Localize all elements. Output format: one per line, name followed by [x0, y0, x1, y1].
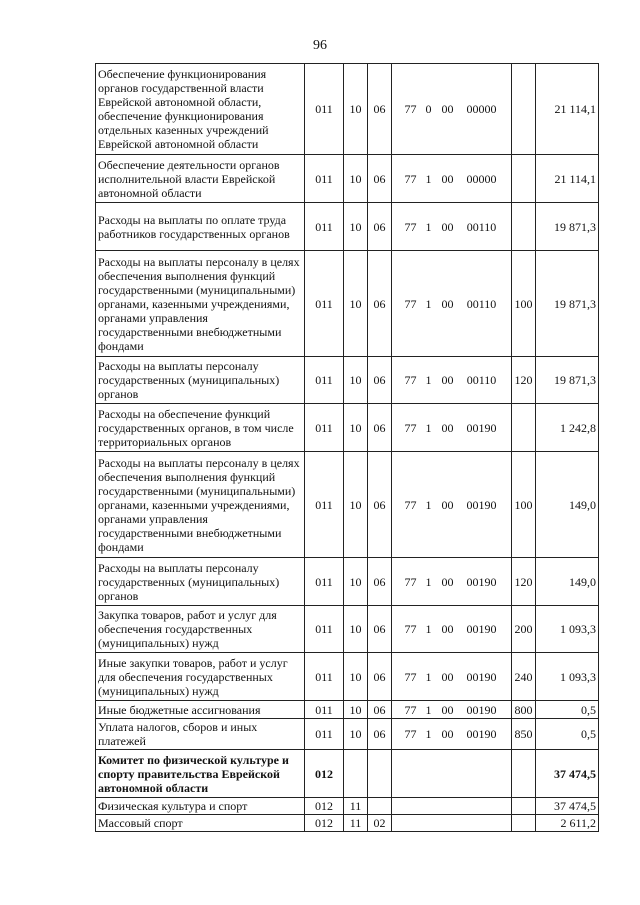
expense-type-code [512, 404, 536, 452]
table-row [96, 357, 599, 404]
expense-type-code: 240 [512, 653, 536, 701]
section-code: 10 [344, 203, 368, 251]
subsection-code: 06 [368, 155, 392, 203]
program-code [392, 155, 512, 203]
expense-type-code: 800 [512, 701, 536, 719]
table-row [96, 155, 599, 203]
ministry-code: 011 [305, 404, 344, 452]
amount: 21 114,1 [536, 64, 599, 155]
ministry-code: 011 [305, 558, 344, 606]
row-name: Расходы на выплаты персоналу государственных (муниципальных) органов [96, 357, 305, 404]
table-row [96, 558, 599, 606]
amount: 149,0 [536, 452, 599, 558]
program-code-part: 77 [404, 219, 417, 234]
row-name: Расходы на обеспечение функций государственных органов, в том числе территориальных органов [96, 404, 305, 452]
program-code-part: 00190 [466, 702, 497, 717]
section-code: 10 [344, 155, 368, 203]
program-code-part: 00 [441, 702, 454, 717]
row-name: Уплата налогов, сборов и иных платежей [96, 719, 305, 750]
ministry-code: 011 [305, 719, 344, 750]
subsection-code: 06 [368, 701, 392, 719]
amount: 0,5 [536, 701, 599, 719]
subsection-code: 06 [368, 452, 392, 558]
expense-type-code: 100 [512, 452, 536, 558]
program-code-part: 1 [425, 296, 432, 311]
budget-table [95, 63, 599, 832]
program-code-part: 00 [441, 219, 454, 234]
row-name: Закупка товаров, работ и услуг для обеспечения государственных (муниципальных) нужд [96, 606, 305, 653]
program-code [392, 64, 512, 155]
expense-type-code [512, 155, 536, 203]
section-code: 10 [344, 64, 368, 155]
program-code-part: 00110 [466, 296, 497, 311]
section-code: 10 [344, 606, 368, 653]
ministry-code: 011 [305, 251, 344, 357]
row-name: Комитет по физической культуре и спорту правительства Еврейской автономной области [96, 750, 305, 798]
program-code-part: 77 [404, 497, 417, 512]
subsection-code: 06 [368, 606, 392, 653]
ministry-code: 011 [305, 452, 344, 558]
program-code-part: 1 [425, 420, 432, 435]
program-code [392, 203, 512, 251]
amount: 1 242,8 [536, 404, 599, 452]
program-code [392, 719, 512, 750]
program-code-part: 00190 [466, 669, 497, 684]
program-code [392, 558, 512, 606]
ministry-code: 011 [305, 606, 344, 653]
amount: 21 114,1 [536, 155, 599, 203]
program-code-part: 1 [425, 702, 432, 717]
program-code-part: 1 [425, 669, 432, 684]
program-code-part: 00 [441, 622, 454, 636]
program-code-part: 00190 [466, 420, 497, 435]
program-code [392, 798, 512, 815]
program-code-part: 00000 [466, 102, 497, 116]
table-row [96, 815, 599, 832]
subsection-code: 06 [368, 719, 392, 750]
row-name: Массовый спорт [96, 815, 305, 832]
program-code-part: 00190 [466, 727, 497, 741]
subsection-code: 06 [368, 653, 392, 701]
expense-type-code [512, 750, 536, 798]
program-code-part: 77 [404, 574, 417, 589]
expense-type-code: 120 [512, 357, 536, 404]
row-name: Физическая культура и спорт [96, 798, 305, 815]
expense-type-code: 100 [512, 251, 536, 357]
section-code: 10 [344, 719, 368, 750]
program-code [392, 653, 512, 701]
ministry-code: 012 [305, 750, 344, 798]
program-code-part: 77 [404, 669, 417, 684]
program-code-part: 77 [404, 420, 417, 435]
program-code-part: 1 [425, 171, 432, 186]
subsection-code: 06 [368, 357, 392, 404]
program-code-part: 77 [404, 727, 417, 741]
section-code: 10 [344, 357, 368, 404]
table-row [96, 701, 599, 719]
program-code [392, 251, 512, 357]
section-code: 11 [344, 815, 368, 832]
expense-type-code: 200 [512, 606, 536, 653]
amount: 149,0 [536, 558, 599, 606]
amount: 19 871,3 [536, 203, 599, 251]
program-code-part: 00190 [466, 574, 497, 589]
table-row [96, 798, 599, 815]
amount: 2 611,2 [536, 815, 599, 832]
row-name: Обеспечение деятельности органов исполнительной власти Еврейской автономной области [96, 155, 305, 203]
subsection-code: 06 [368, 404, 392, 452]
subsection-code [368, 750, 392, 798]
row-name: Иные закупки товаров, работ и услуг для обеспечения государственных (муниципальных) нужд [96, 653, 305, 701]
program-code-part: 77 [404, 702, 417, 717]
program-code-part: 00000 [466, 171, 497, 186]
program-code-part: 00 [441, 171, 454, 186]
ministry-code: 011 [305, 64, 344, 155]
program-code-part: 00110 [466, 373, 497, 387]
expense-type-code: 120 [512, 558, 536, 606]
row-name: Расходы на выплаты персоналу государственных (муниципальных) органов [96, 558, 305, 606]
expense-type-code [512, 203, 536, 251]
table-row [96, 64, 599, 155]
table-row [96, 606, 599, 653]
subsection-code: 06 [368, 203, 392, 251]
row-name: Обеспечение функционирования органов государственной власти Еврейской автономной области, обеспечение функционирования отдельных казенных учреждений Еврейской автономной области [96, 64, 305, 155]
program-code-part: 00 [441, 574, 454, 589]
program-code [392, 750, 512, 798]
expense-type-code [512, 815, 536, 832]
section-code: 10 [344, 701, 368, 719]
table-row [96, 750, 599, 798]
subsection-code: 06 [368, 251, 392, 357]
program-code-part: 00190 [466, 497, 497, 512]
ministry-code: 011 [305, 155, 344, 203]
row-name: Расходы на выплаты персоналу в целях обеспечения выполнения функций государственными (муниципальными) органами, казенными учреждениями, органами управления государственными внебюджетными фондами [96, 452, 305, 558]
table-row [96, 251, 599, 357]
budget-table-body [96, 64, 599, 832]
program-code-part: 0 [425, 102, 432, 116]
section-code: 10 [344, 452, 368, 558]
ministry-code: 011 [305, 653, 344, 701]
program-code [392, 606, 512, 653]
program-code-part: 00190 [466, 622, 497, 636]
amount: 19 871,3 [536, 251, 599, 357]
table-row [96, 452, 599, 558]
program-code-part: 00 [441, 497, 454, 512]
program-code-part: 00 [441, 102, 454, 116]
amount: 19 871,3 [536, 357, 599, 404]
program-code [392, 452, 512, 558]
subsection-code: 06 [368, 558, 392, 606]
ministry-code: 011 [305, 701, 344, 719]
section-code: 10 [344, 653, 368, 701]
ministry-code: 011 [305, 357, 344, 404]
subsection-code [368, 798, 392, 815]
program-code-part: 1 [425, 574, 432, 589]
program-code-part: 1 [425, 219, 432, 234]
section-code: 10 [344, 558, 368, 606]
program-code-part: 77 [404, 373, 417, 387]
expense-type-code [512, 64, 536, 155]
table-row [96, 404, 599, 452]
program-code-part: 77 [404, 102, 417, 116]
program-code-part: 00 [441, 296, 454, 311]
table-row [96, 719, 599, 750]
program-code-part: 1 [425, 727, 432, 741]
program-code-part: 1 [425, 497, 432, 512]
program-code-part: 00 [441, 420, 454, 435]
subsection-code: 02 [368, 815, 392, 832]
row-name: Расходы на выплаты персоналу в целях обеспечения выполнения функций государственными (муниципальными) органами, казенными учреждениями, органами управления государственными внебюджетными фондами [96, 251, 305, 357]
program-code [392, 815, 512, 832]
program-code-part: 77 [404, 622, 417, 636]
section-code: 11 [344, 798, 368, 815]
program-code-part: 00 [441, 373, 454, 387]
ministry-code: 012 [305, 798, 344, 815]
program-code-part: 00 [441, 669, 454, 684]
program-code-part: 00110 [466, 219, 497, 234]
amount: 1 093,3 [536, 653, 599, 701]
expense-type-code [512, 798, 536, 815]
section-code [344, 750, 368, 798]
program-code-part: 00 [441, 727, 454, 741]
program-code-part: 1 [425, 373, 432, 387]
ministry-code: 011 [305, 203, 344, 251]
ministry-code: 012 [305, 815, 344, 832]
amount: 37 474,5 [536, 798, 599, 815]
program-code-part: 77 [404, 296, 417, 311]
table-row [96, 653, 599, 701]
program-code [392, 404, 512, 452]
amount: 1 093,3 [536, 606, 599, 653]
program-code [392, 701, 512, 719]
amount: 0,5 [536, 719, 599, 750]
page-number: 96 [313, 38, 327, 53]
row-name: Иные бюджетные ассигнования [96, 701, 305, 719]
program-code-part: 77 [404, 171, 417, 186]
subsection-code: 06 [368, 64, 392, 155]
section-code: 10 [344, 404, 368, 452]
row-name: Расходы на выплаты по оплате труда работников государственных органов [96, 203, 305, 251]
expense-type-code: 850 [512, 719, 536, 750]
section-code: 10 [344, 251, 368, 357]
program-code [392, 357, 512, 404]
program-code-part: 1 [425, 622, 432, 636]
amount: 37 474,5 [536, 750, 599, 798]
table-row [96, 203, 599, 251]
